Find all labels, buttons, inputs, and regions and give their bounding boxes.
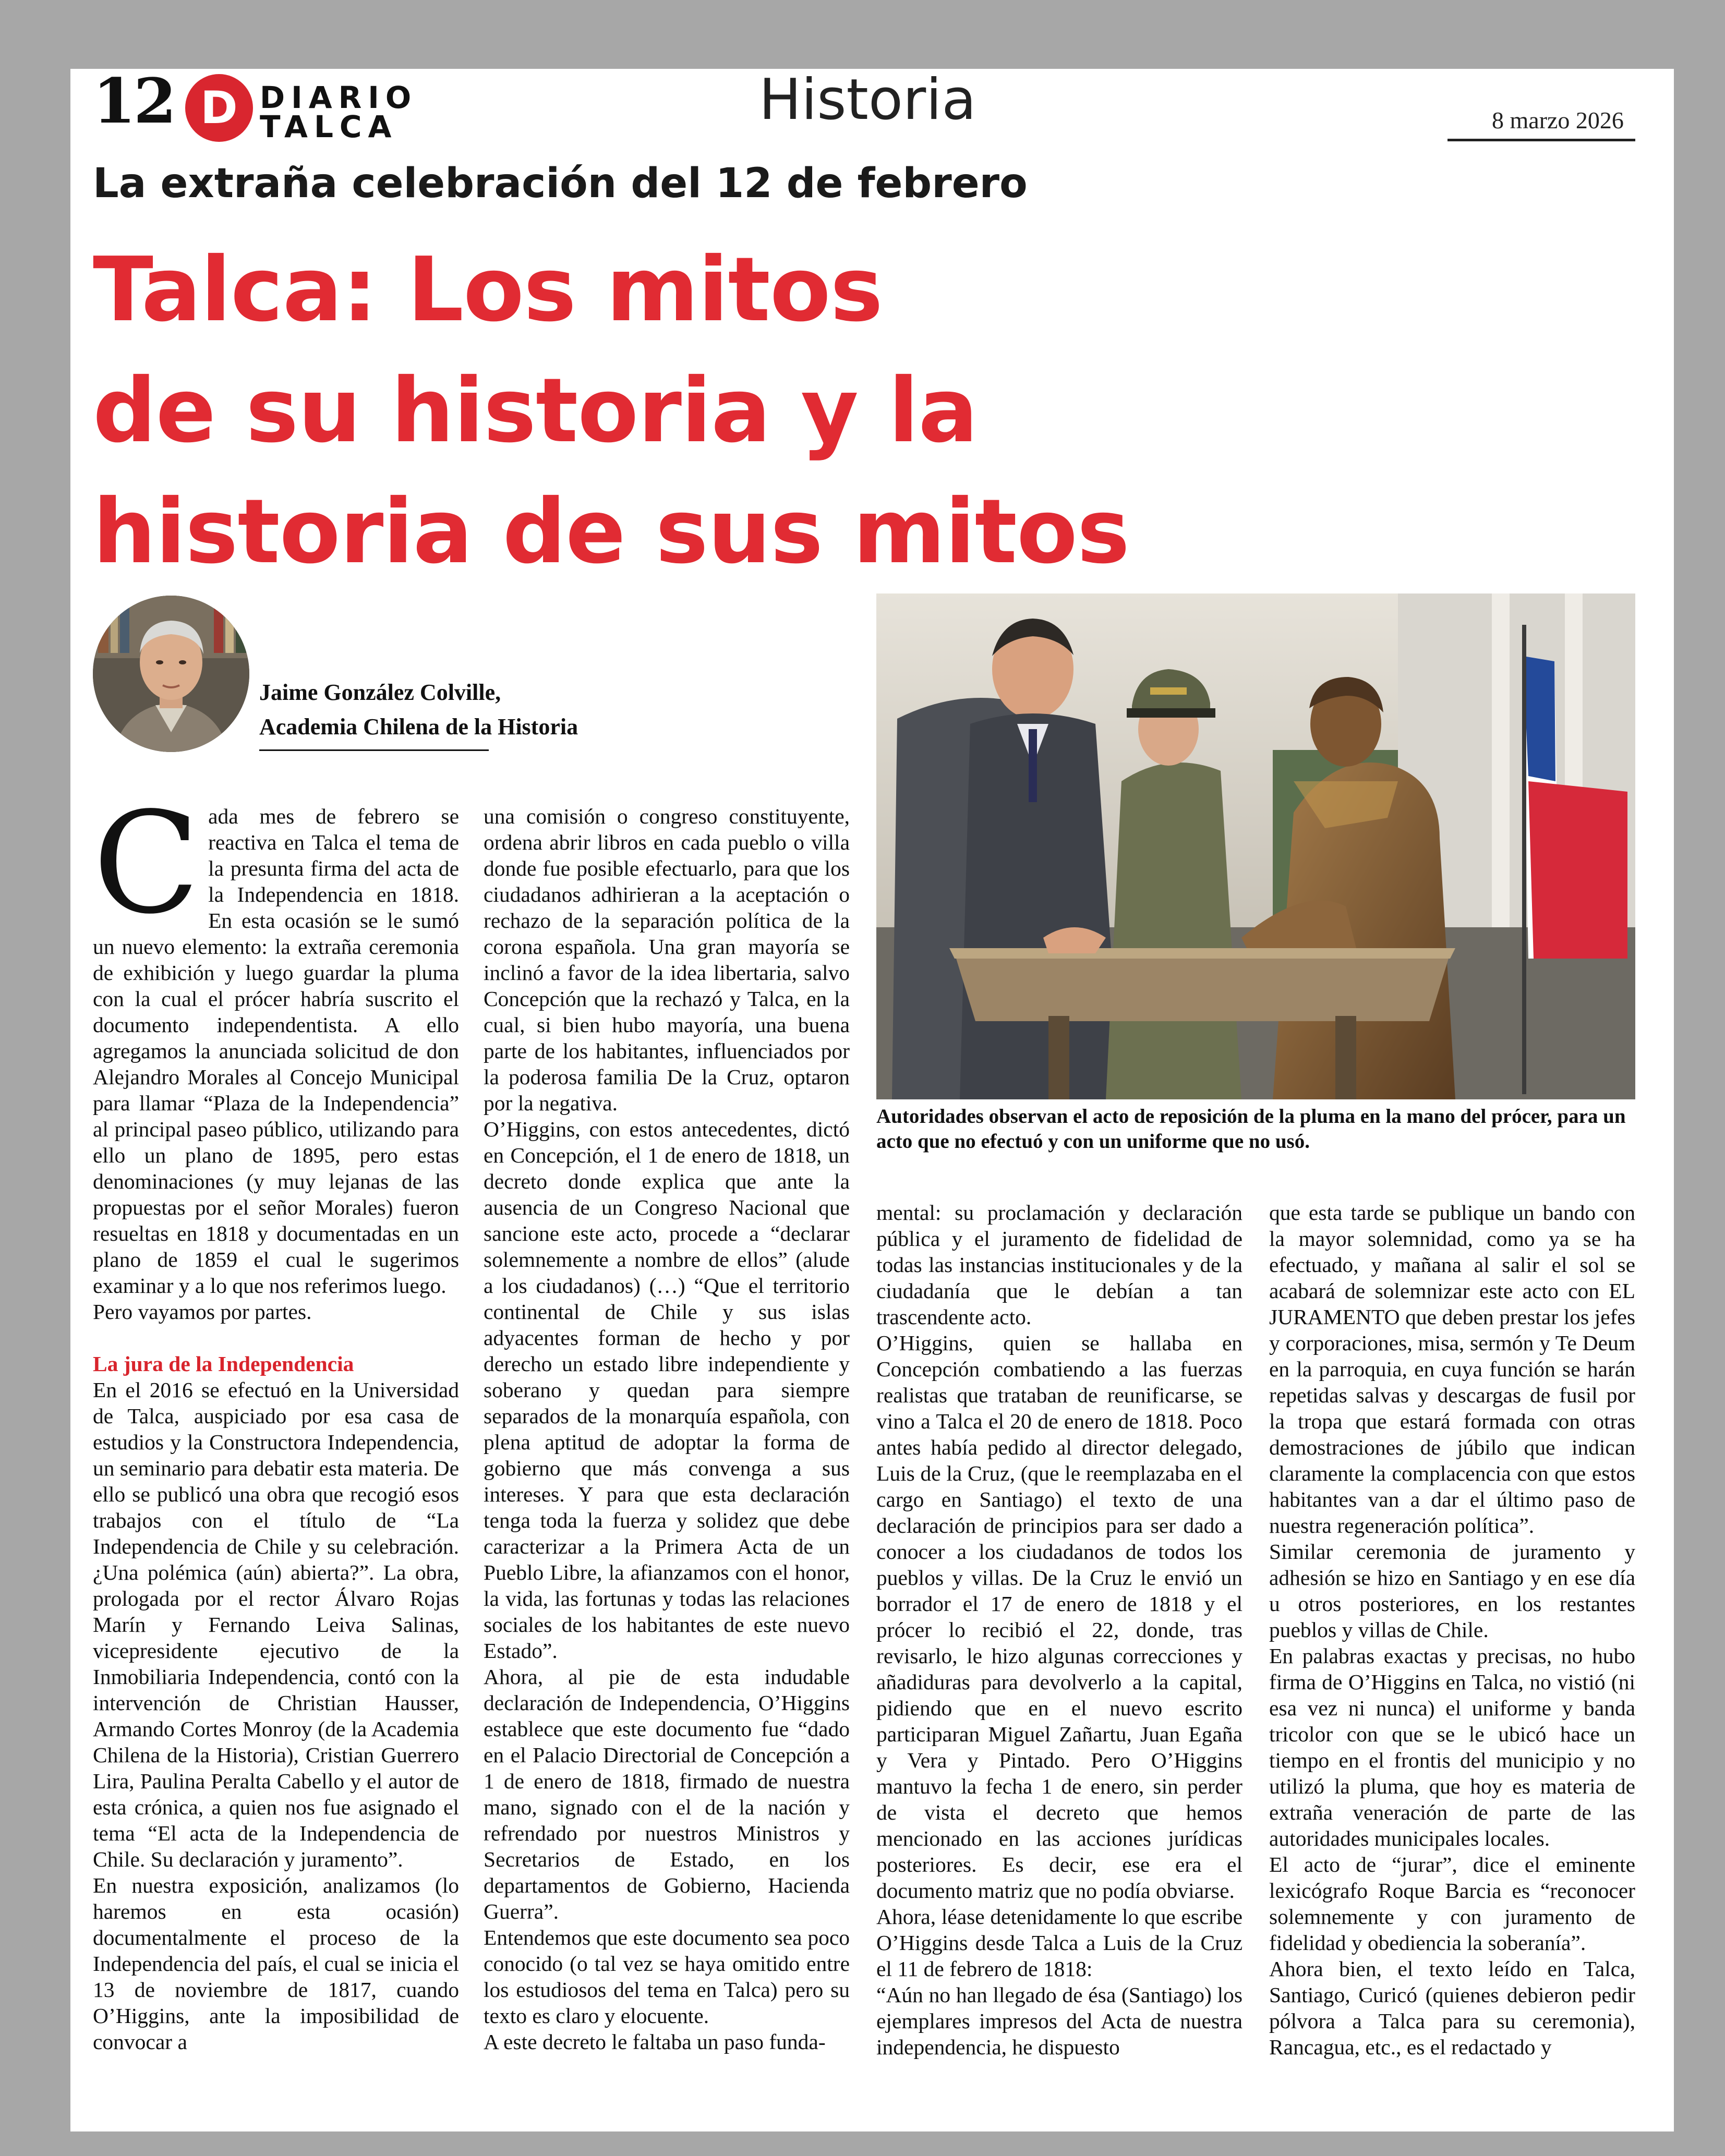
date-underline [1447, 139, 1635, 141]
paragraph: A este decreto le faltaba un paso funda- [484, 2030, 826, 2054]
paragraph: Similar ceremonia de juramento y adhesión se hizo en Santiago y en ese día u otros posteriores, en los restantes pueblos y villas de Chile. [1269, 1540, 1635, 1642]
page-number: 12 [93, 65, 175, 137]
diario-talca-logo [185, 74, 253, 142]
paragraph: El acto de “jurar”, dice el eminente lexicógrafo Roque Barcia es “reconocer solemnemente y con juramento de fidelidad y obediencia la soberanía”. [1269, 1852, 1635, 1955]
paragraph: En palabras exactas y precisas, no hubo firma de O’Higgins en Talca, no vistió (ni esa vez ni nunca) el uniforme y banda tricolor con que se le ubicó hace un tiempo en el frontis del municipio y no utilizó la pluma, que hoy es materia de extraña veneración de parte de las autoridades municipales locales. [1269, 1644, 1635, 1850]
author-photo [93, 596, 249, 752]
paragraph: O’Higgins, quien se hallaba en Concepción combatiendo a las fuerzas realistas que trataban de reunificarse, se vino a Talca el 20 de enero de 1818. Poco antes había pedido al director delegado, Luis de la Cruz, (que le reemplazaba en el cargo en Santiago) el texto de una declaración de principios para ser dado a conocer a los ciudadanos de todos los pueblos y villas. De la Cruz le envió un borrador el 17 de enero de 1818 y el prócer lo recibió el 22, donde, tras revisarlo, le hizo algunas correcciones y añadiduras para devolverlo a la capital, pidiendo que en el nuevo escrito participaran Miguel Zañartu, Juan Egaña y Vera y Pintado. Pero O’Higgins mantuvo la fecha 1 de enero, sin perder de vista el decreto que hemos mencionado en las acciones jurídicas posteriores. Es decir, ese era el documento matriz que no podía obviarse. [876, 1331, 1243, 1903]
headline-line-1: Talca: Los mitos [93, 238, 883, 342]
article-column-1 [93, 782, 459, 2055]
article-column-2 [484, 803, 850, 2055]
paragraph: O’Higgins, con estos antecedentes, dictó en Concepción, el 1 de enero de 1818, un decreto donde explica que ante la ausencia de un Congreso Nacional que sancione este acto, procede a “declarar solemnemente a nombre de ellos” (alude a los ciudadanos) (…) “Que el territorio continental de Chile y sus islas adyacentes forman de hecho y por derecho un estado libre independiente y soberano y quedan para siempre separados de la monarquía española, con plena aptitud de adoptar la forma de gobierno que más convenga a sus intereses. Y para que esta declaración tenga toda la fuerza y solidez que debe caracterizar a la Primera Acta de un Pueblo Libre, la afianzamos con el honor, la vida, las fortunas y todas las relaciones sociales de los habitantes de este nuevo Estado”. [484, 1117, 850, 1663]
kicker: La extraña celebración del 12 de febrero [93, 160, 1028, 207]
logo-letter: D [200, 82, 238, 134]
brand-name-line1: DIARIO [260, 80, 418, 115]
subheading: La jura de la Independencia [93, 1352, 354, 1376]
article-photo [876, 593, 1635, 1099]
headline-line-2: de su historia y la [93, 359, 978, 463]
paragraph: En el 2016 se efectuó en la Universidad de Talca, auspiciado por esa casa de estudios y la Constructora Independencia, un seminario para debatir esta materia. De ello se publicó una obra que recogió esos trabajos con el título de “La Independencia de Chile y su celebración. ¿Una polémica (aún) abierta?”. La obra, prologada por el rector Álvaro Rojas Marín y Fernando Leiva Salinas, vicepresidente ejecutivo de la Inmobiliaria Independencia, contó con la intervención de Christian Hausser, Armando Cortes Monroy (de la Academia Chilena de la Historia), Cristian Guerrero Lira, Paulina Peralta Cabello y el autor de esta crónica, a quien nos fue asignado el tema “El acta de la Independencia de Chile. Su declaración y juramento”. [93, 1378, 459, 1871]
article-column-4 [1269, 1200, 1635, 2060]
paragraph: En nuestra exposición, analizamos (lo haremos en esta ocasión) documentalmente el proceso de la Independencia del país, el cual se inicia el 13 de noviembre de 1817, cuando O’Higgins, ante la imposibilidad de convocar a [93, 1873, 459, 2054]
paragraph: Ahora, léase detenidamente lo que escribe O’Higgins desde Talca a Luis de la Cruz el 11 de febrero de 1818: [876, 1905, 1243, 1981]
article-column-3 [876, 1200, 1243, 2060]
lead-paragraph [93, 782, 459, 1299]
paragraph: que esta tarde se publique un bando con la mayor solemnidad, como ya se ha efectuado, y mañana al salir el sol se acabará de solemnizar este acto con EL JURAMENTO que deben prestar los jefes y corporaciones, misa, sermón y Te Deum en la parroquia, en cuya función se harán repetidas salvas y descargas de fusil por la tropa que estará formada con otras demostraciones de júbilo que indican claramente la complacencia con que estos habitantes van a dar el último paso de nuestra regeneración política”. [1269, 1201, 1635, 1537]
headline [93, 229, 1345, 592]
paragraph: Ahora, al pie de esta indudable declaración de Independencia, O’Higgins establece que este documento fue “dado en el Palacio Directorial de Concepción a 1 de enero de 1818, firmado de nuestra mano, signado con el de la nación y refrendado por nuestros Ministros y Secretarios de Estado, en los departamentos de Gobierno, Hacienda Guerra”. [484, 1665, 850, 1923]
author-name: Jaime González Colville, [259, 680, 501, 705]
headline-line-3: historia de sus mitos [93, 480, 1129, 584]
section-title: Historia [759, 67, 976, 132]
paragraph: Pero vayamos por partes. [93, 1300, 312, 1324]
paragraph: Ahora bien, el texto leído en Talca, Santiago, Curicó (quienes debieron pedir pólvora a Talca para su ceremonia), Rancagua, etc., es el redactado y [1269, 1957, 1635, 2059]
author-organization: Academia Chilena de la Historia [259, 714, 578, 740]
drop-cap: C [93, 782, 200, 945]
lead-text: ada mes de febrero se reactiva en Talca el tema de la presunta firma del acta de la Independencia en 1818. En esta ocasión se le sumó un nuevo elemento: la extraña ceremonia de exhibición y luego guardar la pluma con la cual el prócer habría suscrito el documento independentista. A ello agregamos la anunciada solicitud de don Alejandro Morales al Concejo Municipal para llamar “Plaza de la Independencia” al principal paseo público, utilizando para ello un plano de 1895, pero estas denominaciones (y muy lejanas de las propuestas por el señor Morales) fueron resueltas en 1818 y documentadas en un plano de 1859 el cual le sugerimos examinar y a lo que nos referimos luego. [93, 804, 459, 1298]
brand-name-line2: TALCA [260, 109, 398, 144]
issue-date: 8 marzo 2026 [1492, 107, 1624, 134]
photo-caption: Autoridades observan el acto de reposición de la pluma en la mano del prócer, para un acto que no efectuó y con un uniforme que no usó. [876, 1105, 1626, 1153]
paragraph: “Aún no han llegado de ésa (Santiago) los ejemplares impresos del Acta de nuestra independencia, he dispuesto [876, 1983, 1243, 2059]
byline-rule [259, 749, 489, 751]
paragraph: mental: su proclamación y declaración pública y el juramento de fidelidad de todas las instancias institucionales y de la ciudadanía que le debían a tan trascendente acto. [876, 1201, 1243, 1329]
author-portrait-illustration [93, 596, 249, 752]
ohiggins-statue-ceremony-illustration [876, 593, 1635, 1099]
paragraph: Entendemos que este documento sea poco conocido (o tal vez se haya omitido entre los estudiosos del tema en Talca) pero su texto es claro y elocuente. [484, 1925, 850, 2028]
paragraph: una comisión o congreso constituyente, ordena abrir libros en cada pueblo o villa donde fue posible efectuarlo, para que los ciudadanos adhirieran a la aceptación o rechazo de la separación política de la corona española. Una gran mayoría se inclinó a favor de la idea libertaria, salvo Concepción que la rechazó y Talca, en la cual, si bien hubo mayoría, una buena parte de los habitantes, influenciados por la poderosa familia De la Cruz, optaron por la negativa. [484, 804, 850, 1115]
